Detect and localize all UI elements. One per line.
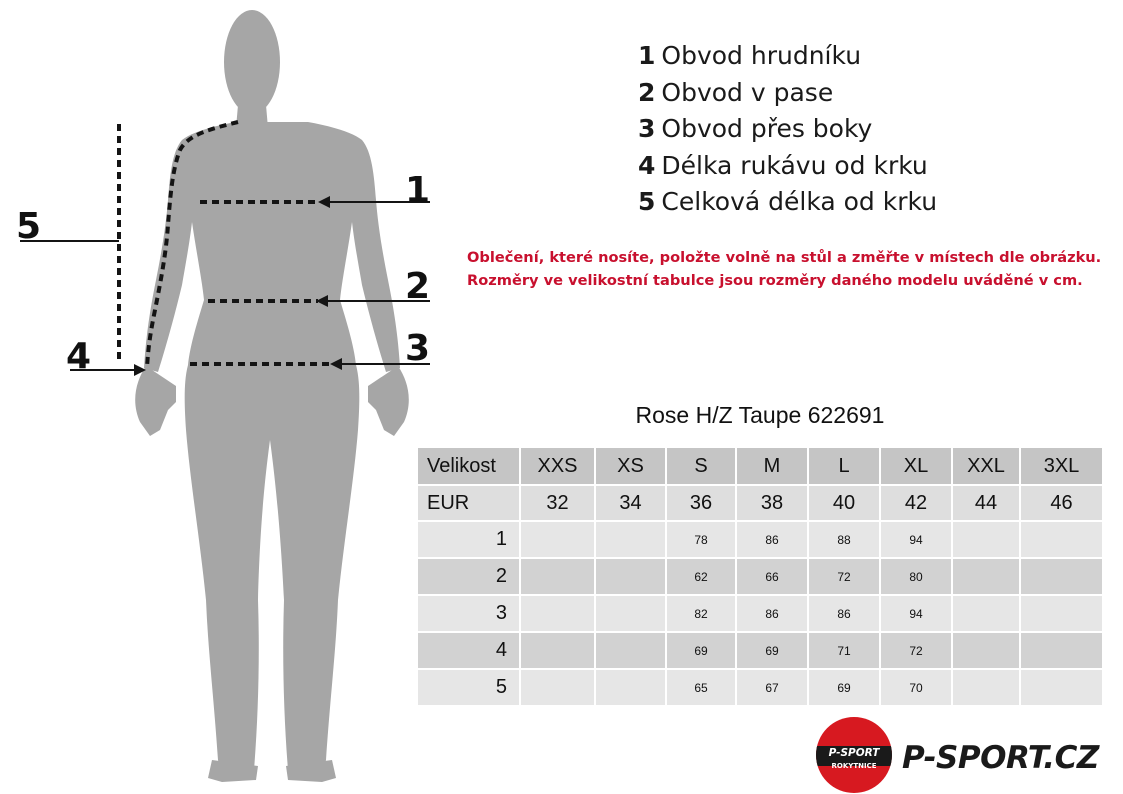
size-cell: L — [808, 448, 880, 485]
eur-cell: 38 — [736, 485, 808, 521]
measurement-row — [418, 595, 1102, 632]
legend-label: Obvod hrudníku — [661, 41, 862, 70]
value-cell — [952, 669, 1020, 706]
value-cell — [595, 632, 666, 669]
legend-item — [638, 75, 937, 112]
value-cell — [595, 595, 666, 632]
value-cell — [520, 632, 595, 669]
value-cell — [1020, 632, 1102, 669]
callout-2: 2 — [405, 266, 431, 307]
value-cell — [1020, 595, 1102, 632]
size-cell: XXS — [520, 448, 595, 485]
value-cell: 69 — [736, 632, 808, 669]
measurement-id: 1 — [418, 521, 520, 558]
callout-1: 1 — [405, 170, 431, 211]
badge-text: P-SPORT — [828, 747, 880, 759]
legend-label: Obvod v pase — [661, 77, 834, 107]
callout-3: 3 — [405, 328, 431, 369]
value-cell: 82 — [666, 595, 736, 632]
value-cell: 80 — [880, 558, 952, 595]
value-cell: 78 — [666, 521, 736, 558]
value-cell — [595, 521, 666, 558]
brand-name: P-SPORT.CZ — [902, 740, 1099, 776]
value-cell: 86 — [808, 595, 880, 632]
value-cell: 69 — [808, 669, 880, 706]
value-cell: 69 — [666, 632, 736, 669]
size-cell: XXL — [952, 448, 1020, 485]
measurement-id: 3 — [418, 595, 520, 632]
callout-4: 4 — [66, 336, 92, 377]
legend-item — [638, 111, 937, 148]
value-cell: 72 — [808, 558, 880, 595]
value-cell — [1020, 669, 1102, 706]
measuring-instructions — [467, 246, 1101, 292]
value-cell — [520, 521, 595, 558]
size-cell: XL — [880, 448, 952, 485]
eur-label: EUR — [418, 485, 520, 521]
legend-item — [638, 184, 937, 221]
eur-cell: 42 — [880, 485, 952, 521]
size-table — [418, 448, 1102, 707]
legend-item — [638, 148, 937, 185]
legend-label: Délka rukávu od krku — [661, 150, 928, 180]
value-cell: 72 — [880, 632, 952, 669]
value-cell — [952, 558, 1020, 595]
instruction-line-1: Oblečení, které nosíte, položte volně na stůl a změřte v místech dle obrázku. — [467, 249, 1102, 266]
badge-subtext: ROKYTNICE — [831, 762, 877, 770]
value-cell: 65 — [666, 669, 736, 706]
legend-label: Celková délka od krku — [661, 187, 938, 217]
legend-number: 5 — [638, 187, 656, 217]
value-cell — [520, 558, 595, 595]
measurement-id: 4 — [418, 632, 520, 669]
value-cell: 86 — [736, 521, 808, 558]
callout-5: 5 — [16, 206, 42, 247]
measurement-row — [418, 521, 1102, 558]
value-cell — [1020, 521, 1102, 558]
value-cell: 70 — [880, 669, 952, 706]
size-cell: XS — [595, 448, 666, 485]
value-cell: 94 — [880, 595, 952, 632]
eur-row — [418, 485, 1102, 521]
eur-cell: 34 — [595, 485, 666, 521]
measurement-row — [418, 632, 1102, 669]
measurement-row — [418, 669, 1102, 706]
size-cell: M — [736, 448, 808, 485]
value-cell: 66 — [736, 558, 808, 595]
legend-number: 2 — [638, 77, 656, 107]
measurement-row — [418, 558, 1102, 595]
value-cell — [952, 632, 1020, 669]
value-cell — [1020, 558, 1102, 595]
legend-label: Obvod přes boky — [661, 114, 873, 144]
value-cell — [595, 669, 666, 706]
size-header-label: Velikost — [418, 448, 520, 485]
p-sport-badge-logo — [816, 717, 892, 793]
value-cell: 88 — [808, 521, 880, 558]
eur-cell: 36 — [666, 485, 736, 521]
value-cell — [952, 521, 1020, 558]
value-cell — [595, 558, 666, 595]
eur-cell: 40 — [808, 485, 880, 521]
measurement-id: 2 — [418, 558, 520, 595]
value-cell: 86 — [736, 595, 808, 632]
legend-number: 1 — [638, 41, 656, 70]
value-cell: 62 — [666, 558, 736, 595]
female-silhouette — [135, 10, 409, 782]
size-header-row — [418, 448, 1102, 485]
value-cell: 94 — [880, 521, 952, 558]
legend-number: 3 — [638, 114, 656, 144]
measurement-id: 5 — [418, 669, 520, 706]
value-cell — [520, 595, 595, 632]
size-cell: 3XL — [1020, 448, 1102, 485]
eur-cell: 46 — [1020, 485, 1102, 521]
legend-item — [638, 38, 937, 75]
size-cell: S — [666, 448, 736, 485]
instruction-line-2: Rozměry ve velikostní tabulce jsou rozměry daného modelu uváděné v cm. — [467, 272, 1083, 289]
eur-cell: 32 — [520, 485, 595, 521]
eur-cell: 44 — [952, 485, 1020, 521]
value-cell: 71 — [808, 632, 880, 669]
body-measurement-figure — [0, 0, 460, 794]
model-title: Rose H/Z Taupe 622691 — [635, 402, 885, 428]
value-cell — [952, 595, 1020, 632]
measurement-legend — [638, 38, 937, 221]
value-cell — [520, 669, 595, 706]
legend-number: 4 — [638, 150, 656, 180]
value-cell: 67 — [736, 669, 808, 706]
